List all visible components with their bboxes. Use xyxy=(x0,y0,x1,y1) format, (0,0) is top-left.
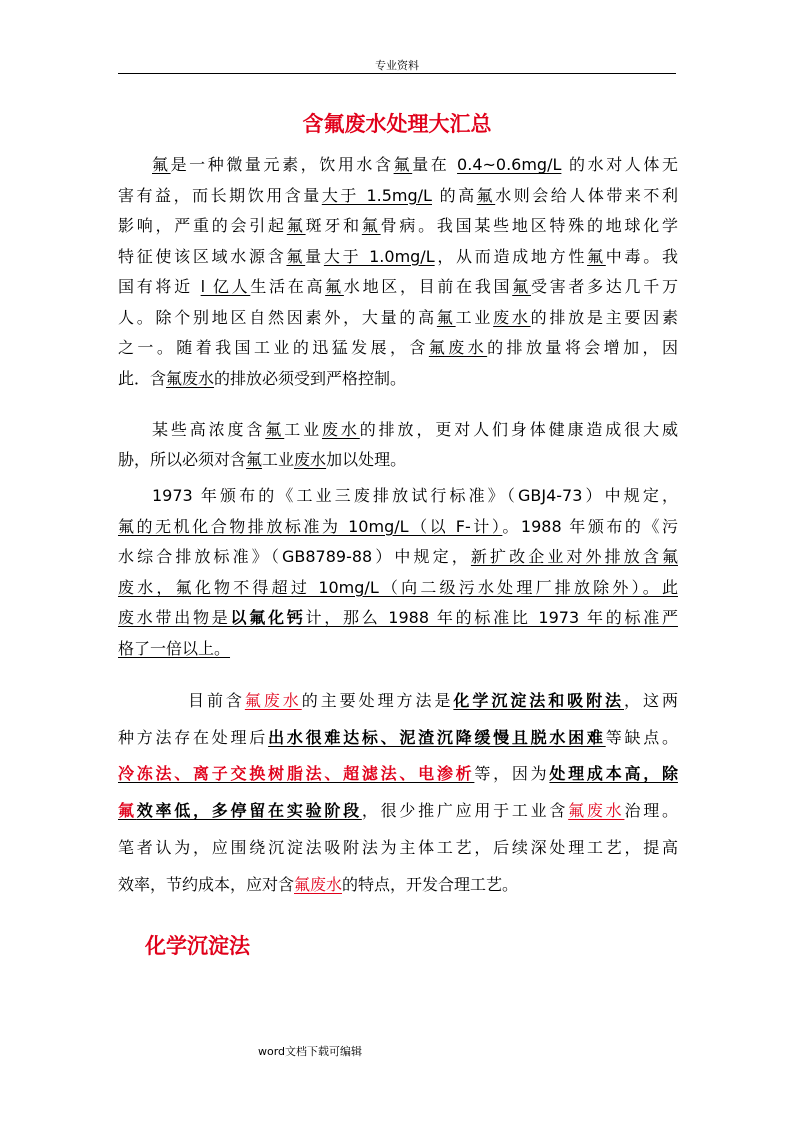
paragraph-methods xyxy=(118,683,678,903)
text-line: 害有益，而长期饮用含量大于 1.5mg/L 的高氟水则会给人体带来不利 xyxy=(118,185,678,205)
text-line: 笔者认为，应围绕沉淀法吸附法为主体工艺，后续深处理工艺，提高 xyxy=(118,837,678,857)
text-line: 氟是一种微量元素，饮用水含氟量在 0.4~0.6mg/L 的水对人体无 xyxy=(152,155,678,174)
page-footer: word文档下载可编辑 xyxy=(258,1045,363,1058)
section-heading: 化学沉淀法 xyxy=(145,933,250,958)
text-line: 此．含氟废水的排放必须受到严格控制。 xyxy=(118,368,407,388)
text-line: 影响，严重的会引起氟斑牙和氟骨病。我国某些地区特殊的地球化学 xyxy=(118,216,678,235)
text-line: 人。除个别地区自然因素外，大量的高氟工业废水的排放是主要因素 xyxy=(118,307,678,327)
text-line: 种方法存在处理后出水很难达标、泥渣沉降缓慢且脱水困难等缺点。 xyxy=(118,727,678,747)
text-line: 氟的无机化合物排放标准为 10mg/L（以 F-计）。1988 年颁布的《污 xyxy=(118,516,678,536)
text-line: 废水带出物是以氟化钙计，那么 1988 年的标准比 1973 年的标准严 xyxy=(118,608,678,627)
paragraph-high-concentration xyxy=(118,415,678,475)
text-line: 氟效率低，多停留在实验阶段，很少推广应用于工业含氟废水治理。 xyxy=(118,801,678,821)
text-line: 之一。随着我国工业的迅猛发展，含氟废水的排放量将会增加，因 xyxy=(118,338,678,357)
paragraph-standards xyxy=(118,481,678,664)
text-line: 目前含氟废水的主要处理方法是化学沉淀法和吸附法，这两 xyxy=(188,691,678,710)
text-line: 水综合排放标准》（GB8789-88）中规定，新扩改企业对外排放含氟 xyxy=(118,547,678,566)
text-line: 1973 年颁布的《工业三废排放试行标准》（GBJ4-73）中规定， xyxy=(152,486,678,505)
text-line: 冷冻法、离子交换树脂法、超滤法、电渗析等，因为处理成本高，除 xyxy=(118,764,678,784)
page-header: 专业资料 xyxy=(375,59,419,72)
text-line: 特征使该区域水源含氟量大于 1.0mg/L，从而造成地方性氟中毒。我 xyxy=(118,246,678,266)
document-title: 含氟废水处理大汇总 xyxy=(302,111,492,136)
text-line: 格了一倍以上。 xyxy=(118,638,231,658)
text-line: 效率，节约成本，应对含氟废水的特点，开发合理工艺。 xyxy=(118,874,519,894)
text-line: 废水，氟化物不得超过 10mg/L（向二级污水处理厂排放除外）。此 xyxy=(118,577,678,597)
text-line: 国有将近 l 亿人生活在高氟水地区，目前在我国氟受害者多达几千万 xyxy=(118,277,678,296)
text-line: 胁，所以必须对含氟工业废水加以处理。 xyxy=(118,450,407,469)
header-divider xyxy=(118,73,676,74)
paragraph-intro xyxy=(118,150,678,394)
text-line: 某些高浓度含氟工业废水的排放，更对人们身体健康造成很大威 xyxy=(152,420,678,439)
